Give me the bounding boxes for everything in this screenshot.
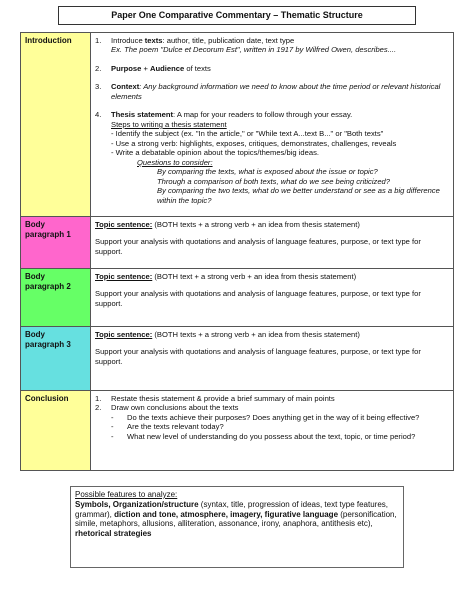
conclusion-item-1 bbox=[95, 394, 449, 403]
body-2-topic-label: Topic sentence: bbox=[95, 272, 153, 281]
intro-item-2 bbox=[95, 64, 449, 73]
row-body-1 bbox=[21, 217, 453, 269]
features-heading: Possible features to analyze: bbox=[75, 490, 178, 499]
row-introduction bbox=[21, 33, 453, 217]
label-body-1: Body paragraph 1 bbox=[21, 217, 91, 268]
steps-heading: Steps to writing a thesis statement bbox=[111, 119, 227, 129]
intro-item-1-bold: texts bbox=[144, 36, 163, 45]
intro-item-2-number: 2. bbox=[95, 63, 102, 73]
step-1: - Identify the subject (ex. "In the article," or "While text A...text B..." or "Both texts" bbox=[111, 129, 384, 139]
intro-item-4-bold: Thesis statement bbox=[111, 110, 174, 120]
body-1-topic bbox=[95, 220, 449, 229]
intro-item-1-number: 1. bbox=[95, 36, 102, 45]
intro-item-3-text: : Any background information we need to know about the time period or relevant historical elements bbox=[111, 82, 441, 101]
conclusion-content bbox=[95, 394, 449, 441]
page-title: Paper One Comparative Commentary – Thematic Structure bbox=[58, 6, 416, 25]
features-box bbox=[70, 486, 404, 568]
features-text-1: (syntax, title, progression of ideas, text type features, grammar), bbox=[75, 499, 389, 519]
step-2: - Use a strong verb: highlights, exposes, critiques, demonstrates, challenges, reveals bbox=[111, 138, 397, 148]
conclusion-dash-1 bbox=[105, 413, 449, 422]
intro-item-2-mid: + bbox=[141, 63, 151, 73]
label-introduction: Introduction bbox=[21, 33, 91, 216]
intro-item-3-number: 3. bbox=[95, 82, 102, 92]
row-conclusion bbox=[21, 391, 453, 470]
body-2-support: Support your analysis with quotations and analysis of language features, purpose, or text type for support. bbox=[95, 289, 421, 308]
body-2-topic bbox=[95, 272, 449, 281]
conclusion-item-2-text: Draw own conclusions about the texts bbox=[111, 403, 239, 413]
conclusion-item-1-text: Restate thesis statement & provide a brief summary of main points bbox=[111, 394, 335, 403]
question-2: Through a comparison of both texts, what do we see being criticized? bbox=[157, 176, 391, 186]
conclusion-dash-2 bbox=[105, 422, 449, 431]
features-bold-1: Symbols, Organization/structure bbox=[75, 499, 199, 509]
body-2-topic-rest: (BOTH text + a strong verb + an idea from thesis statement) bbox=[152, 272, 357, 281]
intro-item-3 bbox=[95, 82, 449, 101]
conclusion-dash-1-text: Do the texts achieve their purposes? Does anything get in the way of it being effective? bbox=[127, 412, 420, 422]
dash-mark: - bbox=[111, 412, 114, 422]
intro-item-4 bbox=[95, 110, 449, 119]
intro-item-4-number: 4. bbox=[95, 110, 102, 120]
structure-table bbox=[20, 32, 454, 471]
intro-item-3-bold: Context bbox=[111, 82, 140, 92]
body-1-topic-label: Topic sentence: bbox=[95, 220, 153, 229]
questions-heading: Questions to consider: bbox=[137, 157, 213, 167]
body-3-topic bbox=[95, 330, 449, 339]
intro-item-1-post: : author, title, publication date, text type bbox=[162, 36, 295, 45]
body-1-content bbox=[95, 220, 449, 256]
body-1-topic-rest: (BOTH texts + a strong verb + an idea from thesis statement) bbox=[152, 220, 360, 229]
body-3-support: Support your analysis with quotations and analysis of language features, purpose, or text type for support. bbox=[95, 347, 421, 366]
features-bold-3: rhetorical strategies bbox=[75, 529, 152, 538]
features-text bbox=[75, 500, 399, 539]
dash-mark: - bbox=[111, 422, 114, 432]
row-body-3 bbox=[21, 327, 453, 391]
body-3-content bbox=[95, 330, 449, 366]
body-3-topic-rest: (BOTH texts + a strong verb + an idea from thesis statement) bbox=[152, 330, 360, 339]
intro-example: Ex. The poem "Dulce et Decorum Est", written in 1917 by Wilfred Owen, describes.... bbox=[111, 45, 397, 55]
conclusion-dash-2-text: Are the texts relevant today? bbox=[127, 422, 224, 432]
conclusion-dash-3 bbox=[105, 432, 449, 441]
step-3: - Write a debatable opinion about the topics/themes/big ideas. bbox=[111, 148, 319, 158]
intro-item-1-text: Introduce bbox=[111, 36, 145, 45]
conclusion-dash-3-text: What new level of understanding do you possess about the text, topic, or time period? bbox=[127, 431, 416, 441]
intro-item-2-post: of texts bbox=[184, 63, 211, 73]
features-bold-2: diction and tone, atmosphere, imagery, figurative language bbox=[114, 509, 339, 519]
dash-mark: - bbox=[111, 431, 114, 441]
body-3-topic-label: Topic sentence: bbox=[95, 330, 153, 339]
intro-item-2-bold2: Audience bbox=[150, 63, 185, 73]
question-1: By comparing the texts, what is exposed about the issue or topic? bbox=[157, 167, 378, 177]
body-1-support: Support your analysis with quotations and analysis of language features, purpose, or text type for support. bbox=[95, 237, 421, 256]
body-2-content bbox=[95, 272, 449, 308]
label-body-3: Body paragraph 3 bbox=[21, 327, 91, 390]
intro-item-2-bold1: Purpose bbox=[111, 63, 142, 73]
conclusion-item-2 bbox=[95, 403, 449, 412]
features-text-2: (personification, simile, metaphors, allusions, alliteration, assonance, irony, anaphora, antithesis etc), bbox=[75, 509, 397, 529]
intro-item-4-text: : A map for your readers to follow through your essay. bbox=[173, 110, 353, 120]
question-3: By comparing the two texts, what do we better understand or see as a big difference within the topic? bbox=[157, 186, 440, 205]
label-body-2: Body paragraph 2 bbox=[21, 269, 91, 326]
intro-item-1 bbox=[95, 36, 449, 45]
row-body-2 bbox=[21, 269, 453, 327]
conclusion-item-1-number: 1. bbox=[95, 394, 102, 403]
conclusion-item-2-number: 2. bbox=[95, 403, 102, 413]
introduction-content bbox=[95, 36, 449, 205]
label-conclusion: Conclusion bbox=[21, 391, 91, 470]
